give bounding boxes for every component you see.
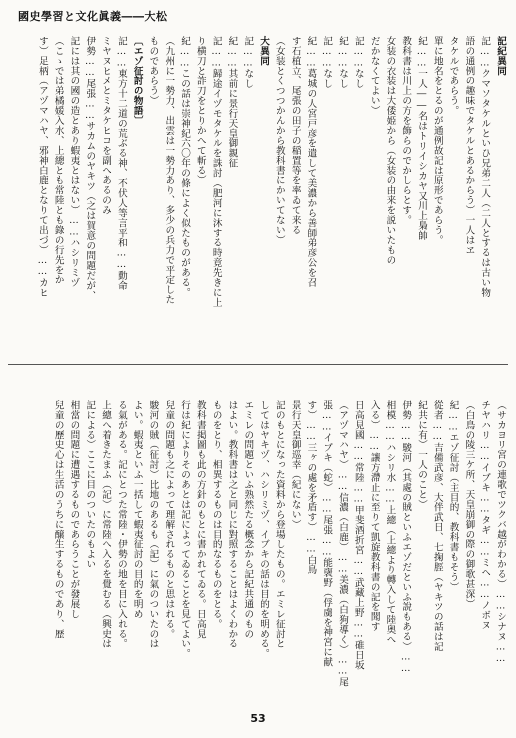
- text-line: （白鳥の陵三ケ所、天皇崩御の際の御歌甚深）: [463, 400, 475, 609]
- section-divider: [8, 364, 508, 365]
- page-number: 53: [250, 712, 266, 725]
- text-line: 〔エゾ征討の物語〕: [131, 36, 143, 126]
- text-line: 大異同: [258, 36, 270, 66]
- upper-text-block: [36, 36, 508, 354]
- text-line: （アヅマハヤ）……信濃（白鹿）……美濃（白狗導く）……尾: [337, 400, 349, 687]
- text-line: 教科書は川上の方を飾らのでかしらとす。: [400, 36, 412, 226]
- text-line: 記……クマソタケルといひ兄弟二人（二人とするは古い物: [479, 36, 491, 298]
- text-line: タケルであらう。: [447, 36, 459, 116]
- text-line: してはヤキヅ、ハシリミヅ、イブキの話は目的を明める。: [258, 400, 270, 659]
- text-line: る氣がある。記にとつた常陸・伊勢の地を目に入れる。: [115, 400, 127, 649]
- text-line: 語の通例の趣味でタケルとあるからう）一人はヱ: [463, 36, 475, 255]
- text-line: 記のもとになった資料から登場したもの。エミレ征討と: [273, 400, 285, 649]
- text-line: （こゝでは弟橘媛入水、上總とも常陸とも錄の行先をか: [52, 36, 64, 285]
- text-line: 伊勢……尾張……サカムのヤキツ（之は賀意の問題だが、: [84, 36, 96, 301]
- text-line: エミレの問題といふ熟然たる概念から記紀共通のもの: [242, 400, 254, 639]
- text-line: 教科書掲圖も此の方針のもとに書かれてゐる。日高見: [194, 400, 206, 639]
- text-line: 紀……一人――名はトリイシカヤ又川上梟帥: [416, 36, 428, 241]
- text-line: 日高見國……常陸……甲斐酒折宮……武藏上野……碓日坂: [352, 400, 364, 670]
- text-line: 女装の衣装は大倭姫から（女装の由来を説いたもの: [384, 36, 396, 265]
- text-line: 入る）……讓方滯止に至りて凱旋教科書の記を聞す: [368, 400, 380, 632]
- text-line: す石植立、尾張の田子の稲置等を率ゐて来る: [289, 36, 301, 235]
- text-line: す）足柄（アヅマハヤ、邪神白鹿となりて出づ）……カヒ: [36, 36, 48, 298]
- text-line: 行は紀によりそのあとは記によってゐることを見てよい。: [179, 400, 191, 659]
- text-line: 上總へ着きたまふ（記）に常陸へ入るを覺むる（興史は: [100, 400, 112, 649]
- text-line: よい。蝦夷といふ一括して蝦夷征討の目的を明め: [131, 400, 143, 619]
- text-line: 記による）ここに目のついたのもよい: [84, 400, 96, 570]
- running-head: 國史學習と文化眞義――大松: [18, 10, 168, 23]
- text-line: 紀……なし: [337, 36, 349, 89]
- text-line: 兒童の問題も之によって理解されるものと思はれる。: [163, 400, 175, 639]
- text-line: 從者……吉備武彦、大伴武日、七掬脛（ヤキツの話は記: [431, 400, 443, 652]
- text-line: 紀……其前に景行天皇御親征: [226, 36, 238, 169]
- text-line: 兒童の歷史心は生活のうちに醸生するものであり、歴: [52, 400, 64, 639]
- text-line: 紀……葛城の人宮戸彦を遣して美濃から善師弟彦公を召: [305, 36, 317, 288]
- text-line: ものであらう）: [147, 36, 159, 106]
- text-line: はよい。教科書は之と同じに對照することはよくわかる: [226, 400, 238, 649]
- text-line: 相當の問題に遭遇するものであらうことが發展し: [68, 400, 80, 619]
- text-line: 單に地名をとるのが通例故記は原形であらう。: [431, 36, 443, 245]
- text-line: （九州に一勢力、出雲は一勢力あり、多少の兵力で平定した: [163, 36, 175, 305]
- text-line: 記……なし: [242, 36, 254, 89]
- text-line: 駿河の賊（征討）比地のあるも（記）に氣のついたのは: [147, 400, 159, 649]
- text-line: チヤハリ……イブキ……タギ……ミヘ……ノボヌ: [479, 400, 491, 631]
- lower-text-block: [8, 400, 508, 700]
- text-line: ミヤヌヒメとミタケヒコを副へあるのみ: [100, 36, 112, 216]
- text-line: 景行天皇御巡幸（紀にない）: [289, 400, 301, 530]
- text-line: ものをとり、相異するものは目的なるものをとる。: [210, 400, 222, 629]
- text-line: 記……東方十二道の荒ぶる神、不伏人等言平和……動命: [115, 36, 127, 291]
- text-line: だかなくてよい）: [368, 36, 380, 116]
- text-line: 記紀異同: [495, 36, 506, 76]
- text-line: り横刀と詐刀をとりかへて斬る）: [194, 36, 206, 186]
- text-line: 記には其の國の造とあり蝦夷とはない）……ハシリミヅ: [68, 36, 80, 288]
- text-line: 相模……ハシリ水……上總（上總より轉入して陸奥へ: [384, 400, 396, 645]
- text-line: 紀……エゾ征討（主目的、教科書もそう）: [447, 400, 459, 592]
- text-line: 紀共に有）一人のこと）: [416, 400, 428, 510]
- text-line: （女装とくつつかんから教科書にかいてない）: [273, 36, 285, 245]
- text-line: （サカヨリ宮の連歌でツクバ越がわかる）……シナヌ……: [495, 400, 506, 665]
- text-line: 張……イブキ（蛇）……尾張……能襃野（俘虜を神宮に献: [321, 400, 333, 668]
- text-line: 伊勢……駿河（其處の賊といふエゾだといふ說もある）……: [400, 400, 412, 675]
- text-line: 記……なし: [321, 36, 333, 89]
- text-line: す）……三ヶの處を矛盾す）……白鳥: [305, 400, 317, 575]
- text-line: 紀……この話は崇神紀六〇年の條によく似たものがある。: [179, 36, 191, 298]
- text-line: 記……なし: [352, 36, 364, 89]
- text-line: 記……歸途イヅモタケルを誅討（肥河に沐する時竟先きに上: [210, 36, 222, 308]
